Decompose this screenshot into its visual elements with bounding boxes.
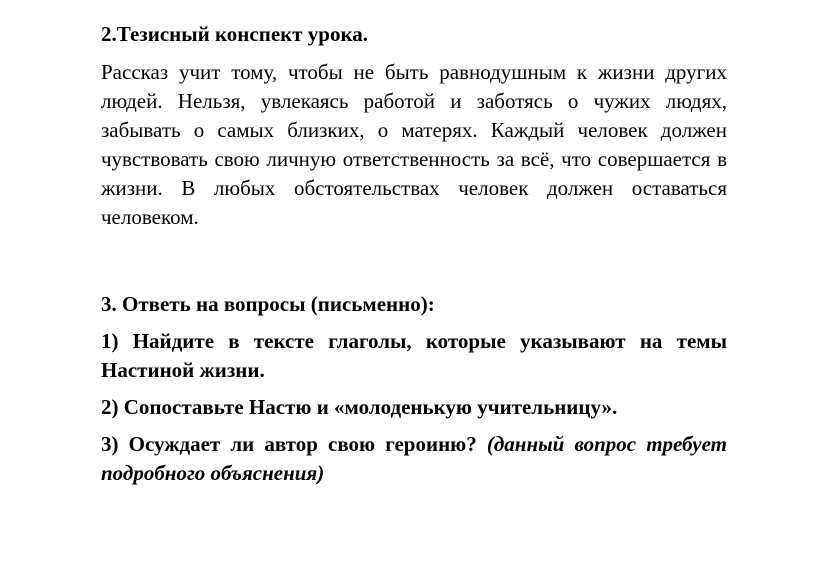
question-1-text: 1) Найдите в тексте глаголы, которые указывают на темы Настиной жизни.	[101, 329, 727, 382]
section-summary	[101, 20, 727, 232]
question-3-note: (данный вопрос требует подробного объяснения)	[101, 432, 728, 485]
document-page	[101, 20, 727, 496]
question-2-text: 2) Сопоставьте Настю и «молоденькую учительницу».	[101, 395, 618, 419]
summary-paragraph: Рассказ учит тому, чтобы не быть равнодушным к жизни других людей. Нельзя, увлекаясь работой и заботясь о чужих людях, забывать о самых близких, о матерях. Каждый человек должен чувствовать свою личную ответственность за всё, что совершается в жизни. В любых обстоятельствах человек должен оставаться человеком.	[101, 60, 727, 229]
question-3	[101, 430, 727, 488]
question-1	[101, 327, 727, 385]
section-questions	[101, 290, 727, 488]
question-3-text: 3) Осуждает ли автор свою героиню?	[101, 432, 477, 456]
section-heading-summary: 2.Тезисный конспект урока.	[101, 22, 369, 46]
section-heading-questions: 3. Ответь на вопросы (письменно):	[101, 292, 435, 316]
question-2	[101, 393, 727, 422]
